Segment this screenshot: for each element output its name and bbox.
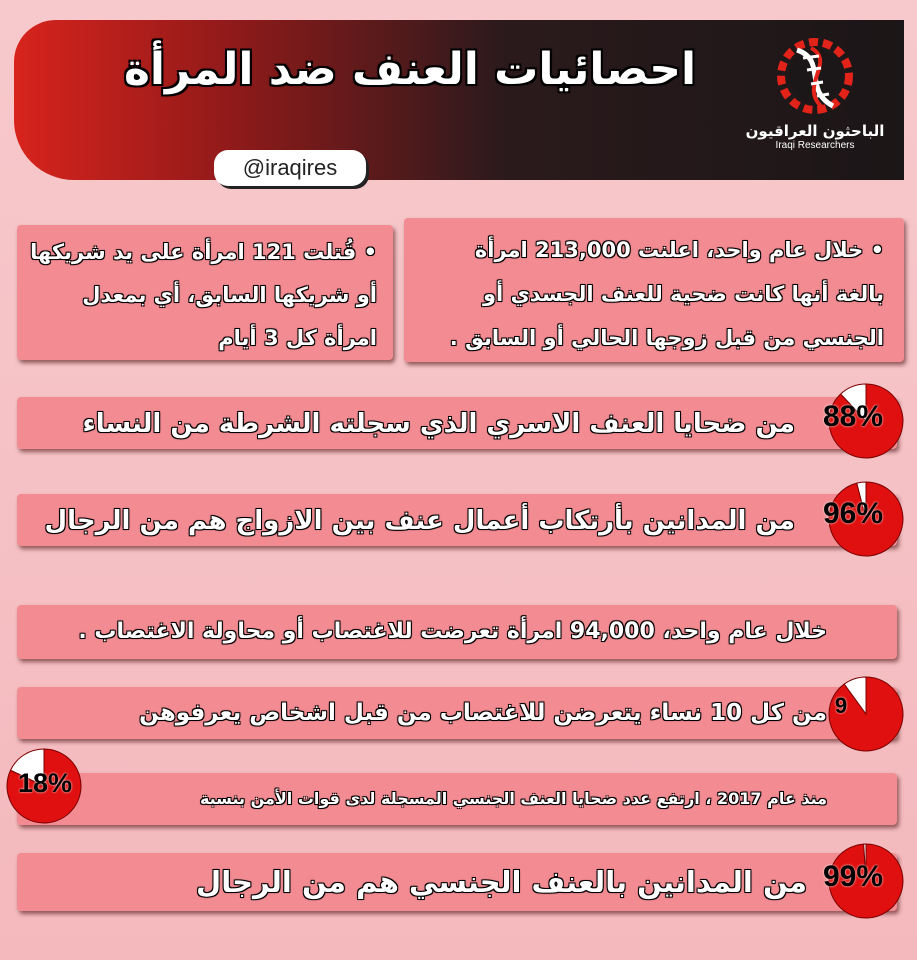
pie-label-88: 88% [822,400,884,433]
logo [745,30,885,170]
page-title: احصائيات العنف ضد المرأة [123,44,697,95]
stat-bar-99-text: من المدانين بالعنف الجنسي هم من الرجال [196,865,807,899]
pie-label-9: 9 [834,693,848,718]
stat-bar-9-of-10 [17,687,897,739]
stat-bar-96-text: من المدانين بأرتكاب أعمال عنف بين الازواج هم من الرجال [44,506,795,536]
social-handle[interactable]: @iraqires [214,150,366,186]
stat-bar-94000-text: خلال عام واحد، 94,000 امرأة تعرضت للاغتصاب أو محاولة الاغتصاب . [78,619,827,644]
logo-english-name: Iraqi Researchers [775,140,855,151]
pie-label-18: 18% [17,768,73,798]
pie-label-96: 96% [822,497,884,530]
fact-card-women-killed: • قُتلت 121 امرأة على يد شريكها أو شريكها السابق، أي بمعدل امرأة كل 3 أيام [17,225,393,360]
stat-bar-99 [17,853,897,911]
logo-arabic-name: الباحثون العراقيون [745,122,885,140]
stat-bar-18-text: منذ عام 2017 ، ارتفع عدد ضحايا العنف الجنسي المسجلة لدى قوات الأمن بنسبة [199,789,827,808]
stat-bar-94000 [17,605,897,659]
fact-card-adult-victims: • خلال عام واحد، اعلنت 213,000 امرأة بالغة أنها كانت ضحية للعنف الجسدي أو الجنسي من قبل زوجها الحالي أو السابق . [404,218,904,362]
stat-bar-88 [17,397,897,449]
stat-bar-18 [17,773,897,825]
dna-gear-icon [767,30,863,126]
stat-bar-96 [17,494,897,546]
pie-label-99: 99% [822,860,884,893]
stat-bar-88-text: من ضحايا العنف الاسري الذي سجلته الشرطة من النساء [82,409,795,439]
stat-bar-9-of-10-text: من كل 10 نساء يتعرضن للاغتصاب من قبل اشخاص يعرفوهن [139,700,827,726]
